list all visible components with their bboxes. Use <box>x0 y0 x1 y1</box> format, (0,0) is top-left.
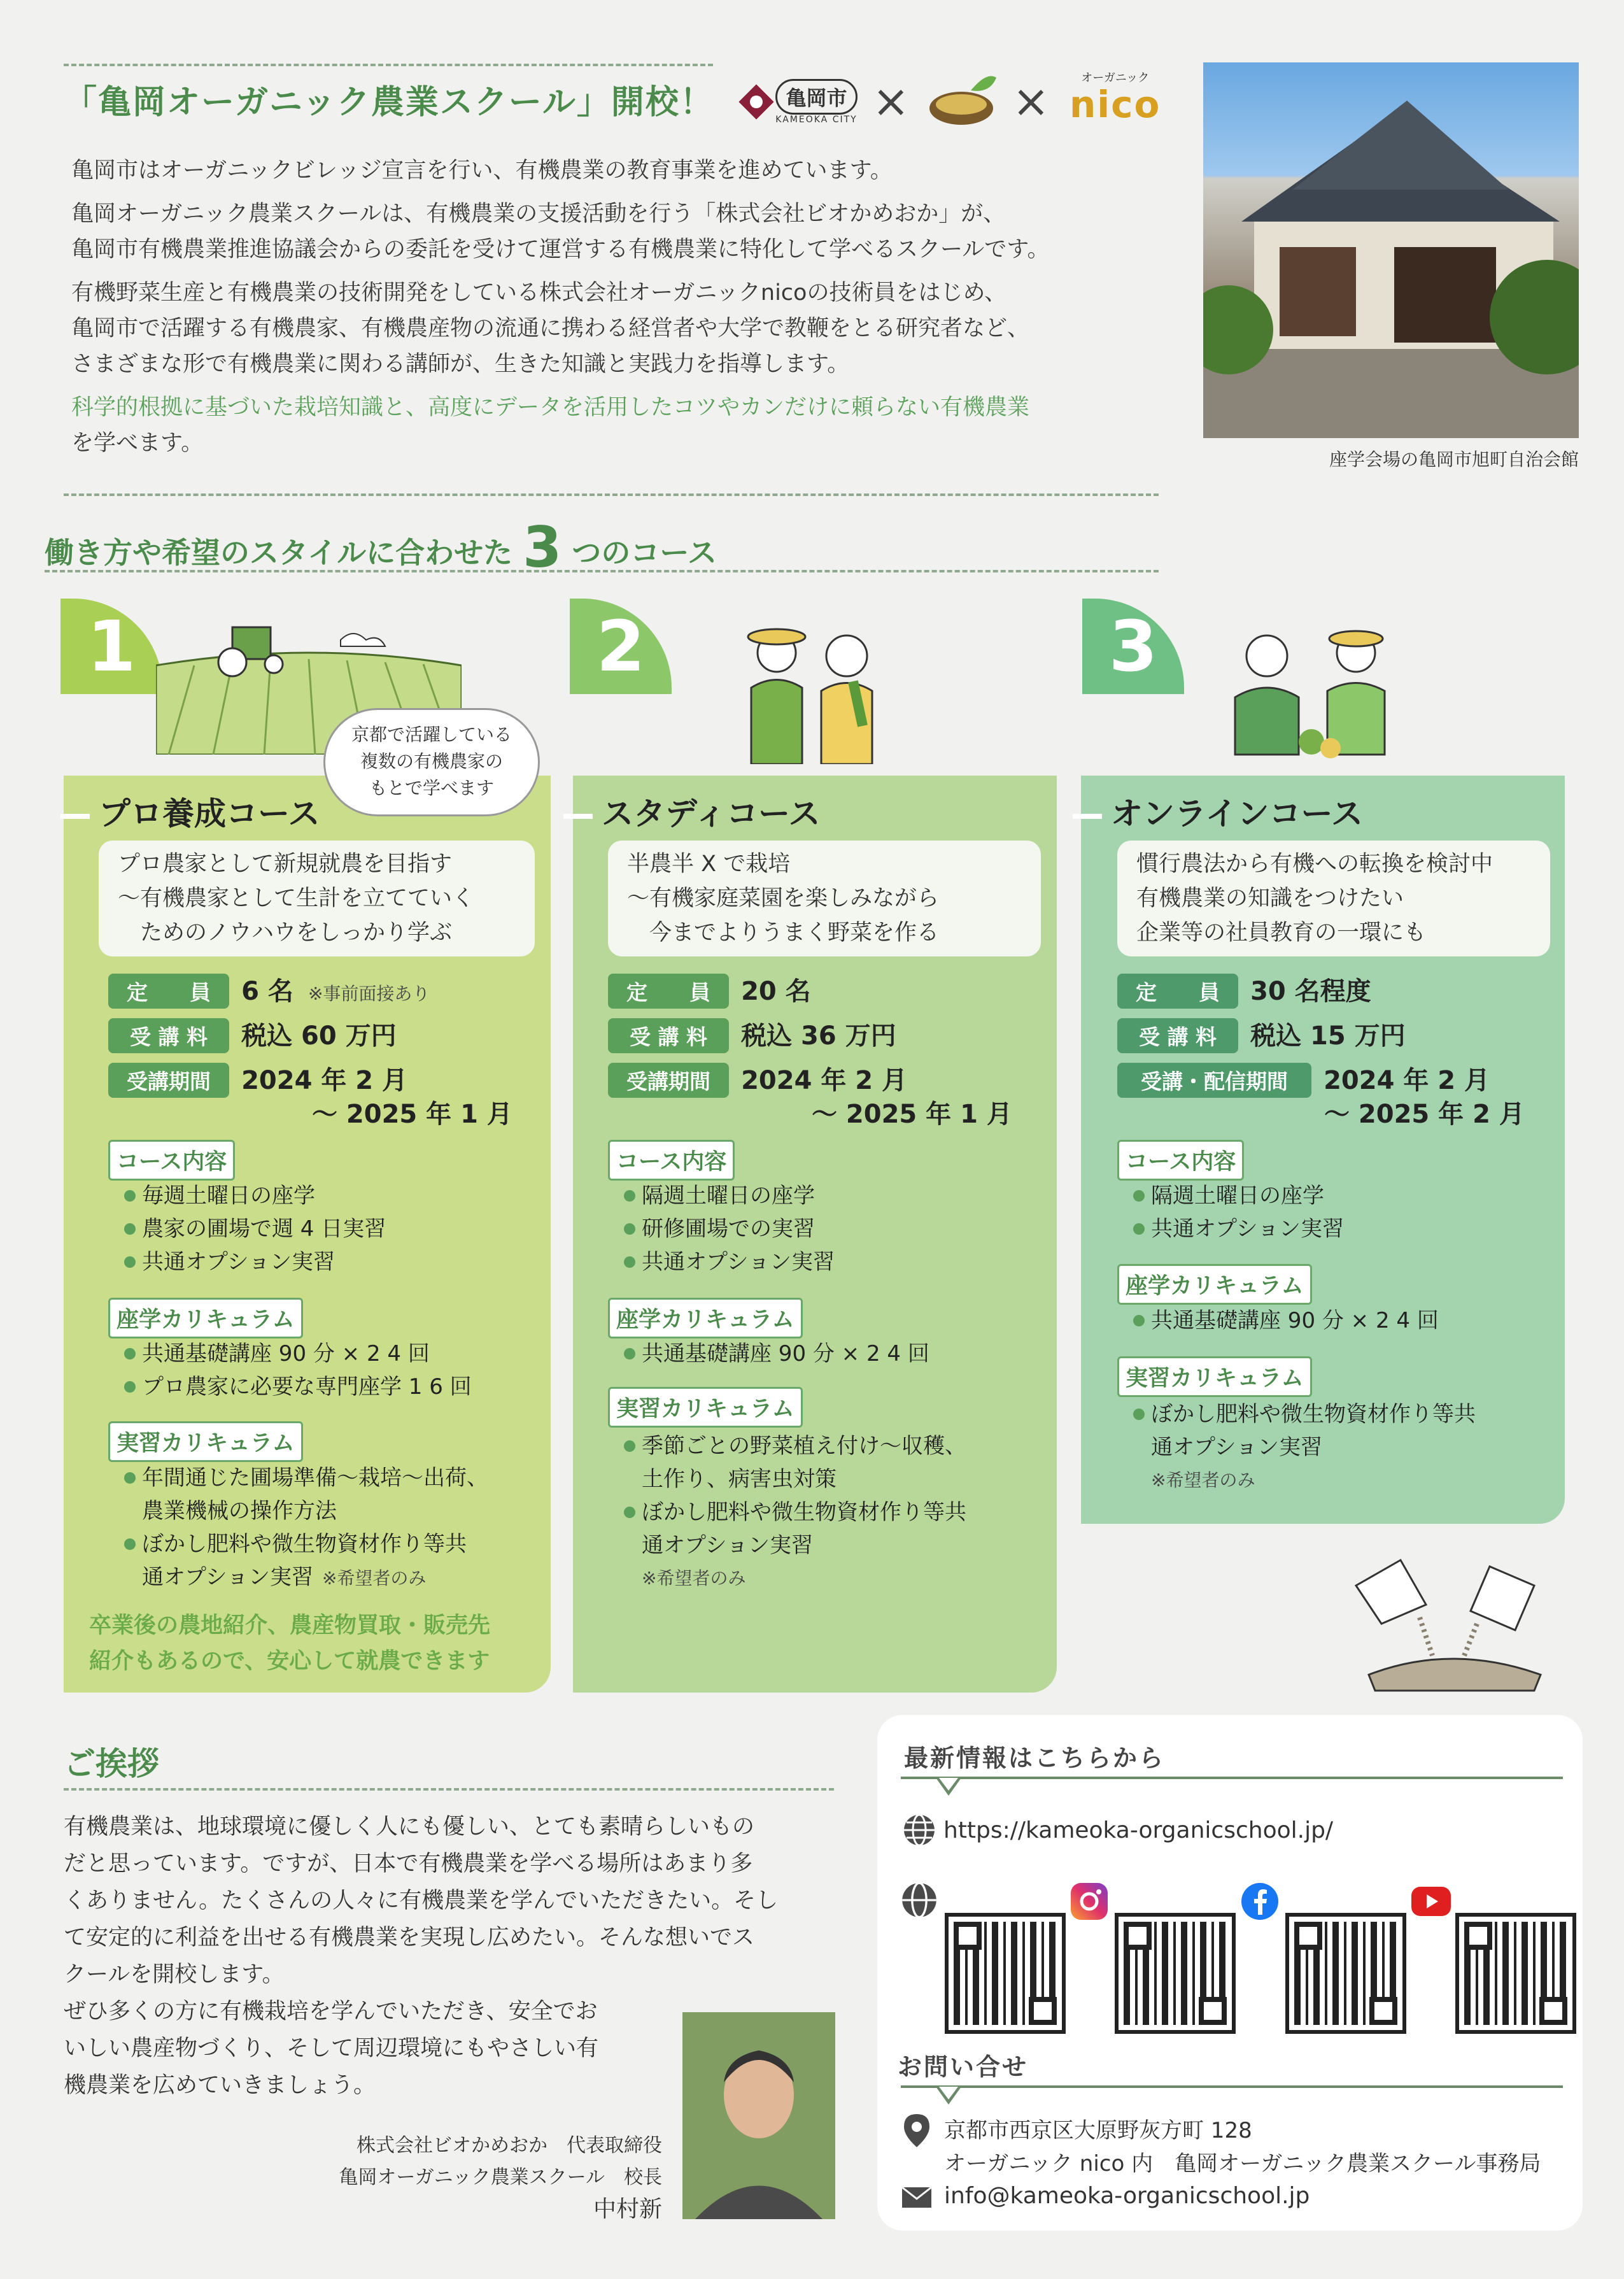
list-item-text: ぼかし肥料や微生物資材作り等共 <box>1151 1402 1476 1427</box>
contact-title: お問い合せ <box>898 2053 1029 2081</box>
course1-number-tab: 1 <box>60 599 162 694</box>
course2-period-row <box>608 1060 907 1098</box>
list-item-cont <box>124 1561 488 1595</box>
bullet-dot <box>124 1348 136 1360</box>
course1-period-row <box>108 1060 407 1098</box>
intro-p3a: 有機野菜生産と有機農業の技術開発をしている株式会社オーガニックnicoの技術員をはじめ、 <box>71 280 1007 306</box>
course1-desc-1: プロ農家として新規就農を目指す <box>118 851 453 877</box>
list-item <box>124 1246 386 1279</box>
course3-description <box>1117 841 1550 956</box>
courses-divider-top <box>64 493 1159 496</box>
kameoka-crest-icon <box>737 83 775 121</box>
website-link[interactable] <box>903 1814 1333 1847</box>
bullet-dot <box>1133 1315 1145 1326</box>
logo-city-en: KAMEOKA CITY <box>775 115 858 125</box>
list-item-cont: 通オプション実習 <box>642 1533 813 1558</box>
list-item <box>1133 1304 1439 1337</box>
greeting-line-5: クールを開校します。 <box>64 1962 285 1987</box>
fee-value: 税込 36 万円 <box>741 1021 896 1051</box>
fee-label: 受 講 料 <box>108 1018 229 1053</box>
list-item-text: 隔週土曜日の座学 <box>642 1183 815 1209</box>
farmers-working-illustration <box>1222 621 1413 764</box>
fee-label: 受 講 料 <box>608 1018 729 1053</box>
courses-divider-bottom <box>45 570 1159 572</box>
list-item-text: 共通基礎講座 90 分 × 2 4 回 <box>142 1341 430 1367</box>
course2-capacity-row <box>608 971 811 1009</box>
greeting-title: ご挨拶 <box>64 1745 159 1782</box>
farmers-holding-vegetables-illustration <box>732 618 898 764</box>
course2-content-label: コース内容 <box>608 1140 735 1181</box>
bullet-dot <box>1133 1223 1145 1235</box>
courses-heading-number: 3 <box>523 515 562 580</box>
intro-p4a: 科学的根拠に基づいた栽培知識と、高度にデータを活用したコツやカンだけに頼らない有機農業 <box>71 395 1030 420</box>
bullet-dot <box>124 1223 136 1235</box>
facebook-qr-code[interactable] <box>1289 1917 1402 2030</box>
bullet-dot <box>124 1381 136 1393</box>
photo-caption: 座学会場の亀岡市旭町自治会館 <box>1329 449 1579 470</box>
globe-icon <box>903 1814 936 1847</box>
intro-p1: 亀岡市はオーガニックビレッジ宣言を行い、有機農業の教育事業を進めています。 <box>71 158 893 183</box>
fee-label: 受 講 料 <box>1117 1018 1238 1053</box>
practice-note: ※希望者のみ <box>642 1568 746 1589</box>
intro-p3b: 亀岡市で活躍する有機農家、有機農産物の流通に携わる経営者や大学で教鞭をとる研究者など、 <box>71 316 1030 341</box>
list-item-text: 隔週土曜日の座学 <box>1151 1183 1324 1209</box>
list-item <box>124 1337 472 1370</box>
list-item <box>1133 1179 1344 1212</box>
list-item <box>624 1430 966 1463</box>
greeting-divider <box>64 1788 834 1791</box>
youtube-qr-code[interactable] <box>1459 1917 1572 2030</box>
list-item-text: 共通オプション実習 <box>142 1249 335 1275</box>
greeting-line-8: 機農業を広めていきましょう。 <box>64 2073 376 2098</box>
list-item-text: 毎週土曜日の座学 <box>142 1183 315 1209</box>
course2-desc-1: 半農半 X で栽培 <box>627 851 791 877</box>
bio-kameoka-leaf-icon <box>926 71 1003 129</box>
globe-icon <box>901 1882 938 1919</box>
fee-value: 税込 60 万円 <box>241 1021 397 1051</box>
course1-speech-bubble <box>323 708 540 816</box>
youtube-icon[interactable] <box>1410 1882 1452 1921</box>
period-start: 2024 年 2 月 <box>241 1066 408 1095</box>
capacity-value: 30 名程度 <box>1250 977 1371 1006</box>
signature-name: 中村新 <box>593 2196 662 2222</box>
greeting-line-7: いしい農産物づくり、そして周辺環境にもやさしい有 <box>64 2036 599 2061</box>
course2-description <box>608 841 1041 956</box>
list-item <box>124 1528 488 1561</box>
venue-photo <box>1203 62 1579 438</box>
title-bar <box>563 814 593 819</box>
bullet-dot <box>1133 1409 1145 1420</box>
greeting-line-2: だと思っています。ですが、日本で有機農業を学べる場所はあまり多 <box>64 1851 753 1877</box>
capacity-label: 定 員 <box>108 974 229 1009</box>
greeting-line-1: 有機農業は、地球環境に優しく人にも優しい、とても素晴らしいもの <box>64 1814 755 1840</box>
practice-text: 通オプション実習 <box>142 1565 313 1590</box>
course3-capacity-row <box>1117 971 1371 1009</box>
facebook-icon[interactable] <box>1240 1882 1280 1921</box>
intro-p2a: 亀岡オーガニック農業スクールは、有機農業の支援活動を行う「株式会社ビオかめおか」が、 <box>71 201 1006 227</box>
period-label: 受講期間 <box>608 1063 729 1098</box>
course2-practice-label: 実習カリキュラム <box>608 1387 803 1428</box>
greeting-line-4: て安定的に利益を出せる有機農業を実現し広めたい。そんな想いでス <box>64 1925 755 1950</box>
bullet-dot <box>624 1440 635 1452</box>
course3-fee-row <box>1117 1016 1406 1053</box>
list-item <box>624 1179 835 1212</box>
contact-address <box>944 2114 1541 2180</box>
location-pin-icon <box>903 2113 931 2148</box>
principal-portrait <box>682 2012 835 2219</box>
period-label: 受講・配信期間 <box>1117 1063 1311 1098</box>
signature-line-1: 株式会社ビオかめおか 代表取締役 <box>357 2134 662 2157</box>
course1-content-list <box>124 1179 386 1279</box>
capacity-label: 定 員 <box>1117 974 1238 1009</box>
list-item-text: 研修圃場での実習 <box>642 1216 815 1242</box>
footer-line-2: 紹介もあるので、安心して就農できます <box>89 1649 490 1674</box>
title-bar <box>1073 814 1102 819</box>
course2-practice-list <box>624 1430 966 1595</box>
list-item-cont: 通オプション実習 <box>1151 1435 1322 1460</box>
venue-building-image <box>1203 62 1579 438</box>
soil-buckets-illustration <box>1343 1547 1553 1694</box>
kameoka-city-logo <box>735 70 859 134</box>
address-line-1: 京都市西京区大原野灰方町 128 <box>944 2118 1252 2143</box>
bullet-dot <box>1133 1190 1145 1202</box>
list-item <box>1133 1398 1476 1431</box>
bullet-dot <box>624 1507 635 1518</box>
bullet-dot <box>124 1256 136 1268</box>
contact-email[interactable]: info@kameoka-organicschool.jp <box>944 2183 1310 2209</box>
course2-fee-row <box>608 1016 896 1053</box>
list-item-cont: 土作り、病害虫対策 <box>642 1466 837 1492</box>
capacity-note: ※事前面接あり <box>307 983 430 1004</box>
course3-period-row <box>1117 1060 1490 1098</box>
list-item-text: 共通基礎講座 90 分 × 2 4 回 <box>1151 1308 1439 1333</box>
course1-lecture-label: 座学カリキュラム <box>108 1298 303 1338</box>
course1-content-label: コース内容 <box>108 1140 235 1181</box>
bullet-dot <box>624 1223 635 1235</box>
course1-practice-list <box>124 1461 488 1595</box>
list-item <box>624 1496 966 1529</box>
course3-content-list <box>1133 1179 1344 1246</box>
list-item-text: 農家の圃場で週 4 日実習 <box>142 1216 386 1242</box>
bullet-dot <box>124 1472 136 1484</box>
course3-number-tab: 3 <box>1082 599 1184 694</box>
organic-nico-logo <box>1070 69 1161 124</box>
course1-lecture-list <box>124 1337 472 1403</box>
logo-city-name: 亀岡市 <box>775 79 857 115</box>
bio-kameoka-logo <box>926 71 1003 131</box>
bullet-dot <box>124 1190 136 1202</box>
list-item-cont: 農業機械の操作方法 <box>142 1498 337 1524</box>
intro-text <box>71 153 1179 469</box>
bullet-dot <box>624 1348 635 1360</box>
list-item-text: 共通基礎講座 90 分 × 2 4 回 <box>642 1341 929 1367</box>
bubble-line-3: もとで学べます <box>369 777 494 799</box>
intro-p3c: さまざまな形で有機農業に関わる講師が、生きた知識と実践力を指導します。 <box>71 351 850 377</box>
course1-footer <box>89 1608 490 1679</box>
list-item <box>124 1179 386 1212</box>
footer-line-1: 卒業後の農地紹介、農産物買取・販売先 <box>89 1613 491 1638</box>
course3-lecture-list <box>1133 1304 1439 1337</box>
course2-lecture-label: 座学カリキュラム <box>608 1298 803 1338</box>
divider-notch-icon <box>936 2087 961 2106</box>
title-bar <box>60 814 90 819</box>
course2-number-tab: 2 <box>570 599 672 694</box>
course3-desc-1: 慣行農法から有機への転換を検討中 <box>1136 851 1493 877</box>
course3-title-text: オンラインコース <box>1111 795 1363 832</box>
capacity-value: 6 名 <box>241 977 293 1006</box>
address-line-2: オーガニック nico 内 亀岡オーガニック農業スクール事務局 <box>944 2151 1541 2176</box>
bubble-line-1: 京都で活躍している <box>351 724 512 745</box>
practice-note: ※希望者のみ <box>1151 1470 1255 1491</box>
website-qr-code[interactable] <box>949 1917 1062 2030</box>
list-item-text: ぼかし肥料や微生物資材作り等共 <box>642 1500 966 1525</box>
course3-period-end: 〜 2025 年 2 月 <box>1324 1100 1525 1129</box>
list-item <box>624 1246 835 1279</box>
list-item-text: 共通オプション実習 <box>1151 1216 1344 1242</box>
course2-title <box>563 788 821 834</box>
list-item <box>124 1461 488 1494</box>
courses-heading-post: つのコース <box>572 536 717 570</box>
capacity-label: 定 員 <box>608 974 729 1009</box>
course1-desc-2: 〜有機農家として生計を立てていく <box>118 886 475 911</box>
page-title: 「亀岡オーガニック農業スクール」開校！ <box>64 83 714 122</box>
list-item-text: ぼかし肥料や微生物資材作り等共 <box>142 1531 467 1557</box>
logo-nico-text: nico <box>1070 83 1161 126</box>
signature-line-2: 亀岡オーガニック農業スクール 校長 <box>339 2166 662 2189</box>
greeting-signature <box>255 2130 662 2226</box>
fee-value: 税込 15 万円 <box>1250 1021 1406 1051</box>
list-item <box>124 1370 472 1403</box>
bullet-dot <box>624 1256 635 1268</box>
list-item <box>624 1337 929 1370</box>
capacity-value: 20 名 <box>741 977 811 1006</box>
contact-divider <box>901 2085 1563 2088</box>
course1-practice-label: 実習カリキュラム <box>108 1421 303 1462</box>
mail-icon <box>901 2186 933 2209</box>
course2-title-text: スタディコース <box>602 795 821 832</box>
bubble-line-2: 複数の有機農家の <box>360 751 503 772</box>
times-symbol-1: × <box>872 75 910 127</box>
course1-fee-row <box>108 1016 397 1053</box>
website-url[interactable]: https://kameoka-organicschool.jp/ <box>943 1817 1334 1843</box>
instagram-icon[interactable] <box>1070 1882 1109 1921</box>
list-item <box>624 1212 835 1246</box>
list-item <box>1133 1212 1344 1246</box>
divider-notch-icon <box>936 1778 961 1797</box>
instagram-qr-code[interactable] <box>1119 1917 1232 2030</box>
greeting-line-6: ぜひ多くの方に有機栽培を学んでいただき、安全でお <box>64 1999 598 2024</box>
course2-desc-3: 今までよりうまく野菜を作る <box>627 920 940 946</box>
course1-period-end: 〜 2025 年 1 月 <box>312 1100 512 1129</box>
list-item-text: 共通オプション実習 <box>642 1249 835 1275</box>
intro-p2b: 亀岡市有機農業推進協議会からの委託を受けて運営する有機農業に特化して学べるスクールです。 <box>71 237 1050 262</box>
header-divider-top <box>64 64 713 66</box>
courses-heading-pre: 働き方や希望のスタイルに合わせた <box>45 536 513 570</box>
period-label: 受講期間 <box>108 1063 229 1098</box>
list-item-text: プロ農家に必要な専門座学 1 6 回 <box>142 1374 472 1400</box>
course3-content-label: コース内容 <box>1117 1140 1244 1181</box>
course3-title <box>1073 788 1363 834</box>
practice-note: ※希望者のみ <box>321 1568 427 1589</box>
course1-description <box>99 841 535 956</box>
course3-desc-2: 有機農業の知識をつけたい <box>1136 886 1404 911</box>
course2-desc-2: 〜有機家庭菜園を楽しみながら <box>627 886 940 911</box>
course2-lecture-list <box>624 1337 929 1370</box>
intro-p4b: を学べます。 <box>71 430 204 456</box>
course3-practice-list <box>1133 1398 1476 1497</box>
course2-content-list <box>624 1179 835 1279</box>
bullet-dot <box>124 1538 136 1550</box>
course1-capacity-row <box>108 971 430 1009</box>
period-start: 2024 年 2 月 <box>741 1066 908 1095</box>
list-item-text: 年間通じた圃場準備〜栽培〜出荷、 <box>142 1465 488 1491</box>
times-symbol-2: × <box>1012 75 1050 127</box>
bullet-dot <box>624 1190 635 1202</box>
logo-nico-small: オーガニック <box>1081 71 1150 85</box>
greeting-line-3: くありません。たくさんの人々に有機農業を学んでいただきたい。そし <box>64 1888 779 1913</box>
course1-title <box>60 788 320 834</box>
course1-desc-3: ためのノウハウをしっかり学ぶ <box>118 920 453 946</box>
list-item <box>124 1212 386 1246</box>
list-item-text: 季節ごとの野菜植え付け〜収穫、 <box>642 1433 966 1459</box>
course1-title-text: プロ養成コース <box>99 795 320 832</box>
course3-lecture-label: 座学カリキュラム <box>1117 1264 1312 1305</box>
course2-period-end: 〜 2025 年 1 月 <box>812 1100 1012 1129</box>
course3-practice-label: 実習カリキュラム <box>1117 1356 1312 1397</box>
latest-info-divider <box>901 1777 1563 1779</box>
latest-info-title: 最新情報はこちらから <box>904 1744 1166 1772</box>
period-start: 2024 年 2 月 <box>1324 1066 1490 1095</box>
course3-desc-3: 企業等の社員教育の一環にも <box>1136 920 1427 946</box>
